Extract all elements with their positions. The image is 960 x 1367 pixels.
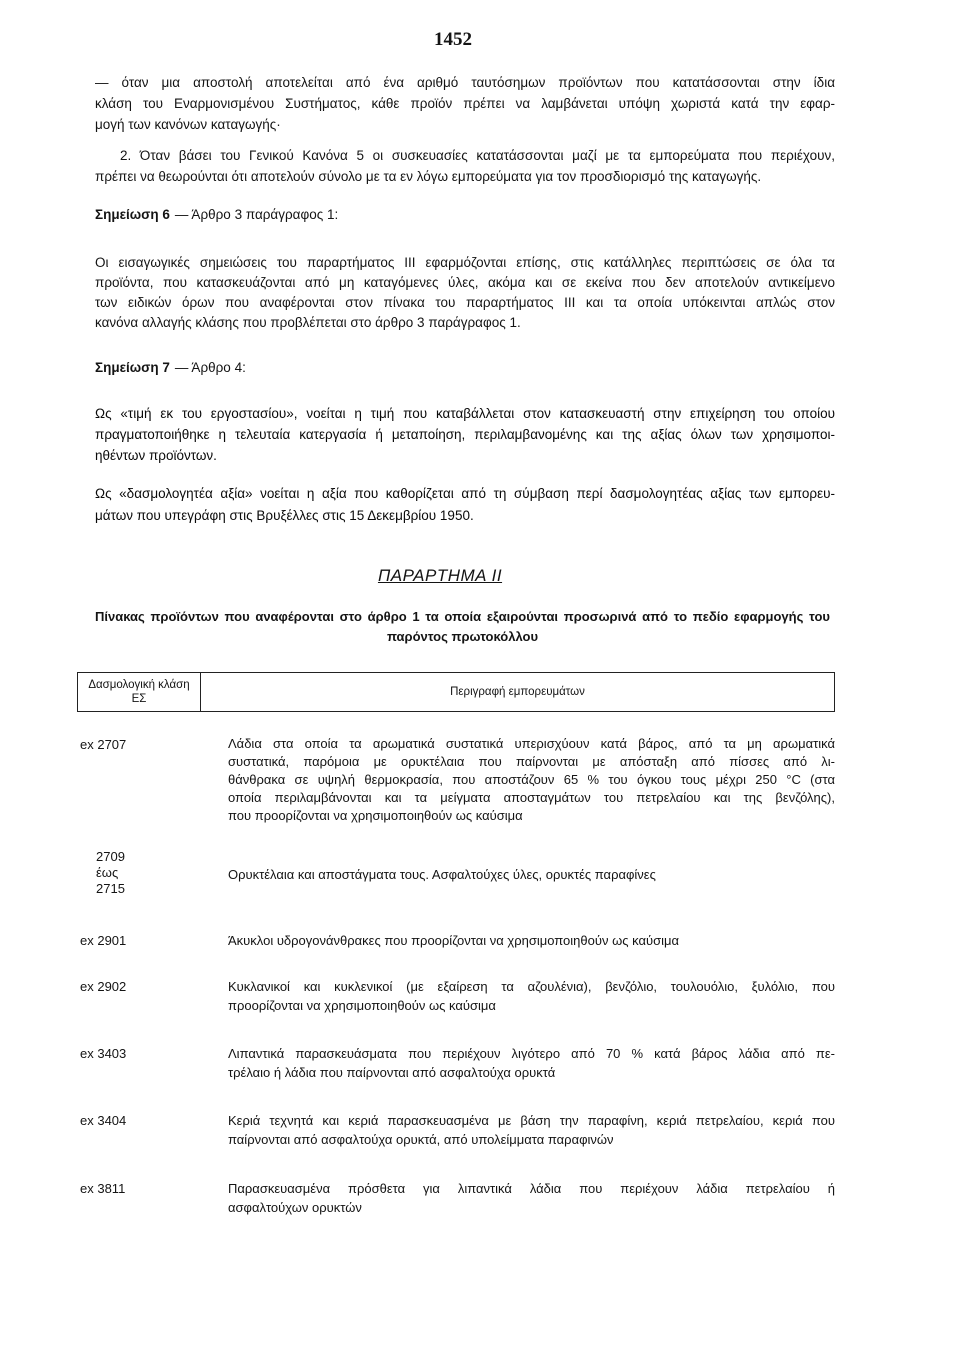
note-6-reference: — Άρθρο 3 παράγραφος 1: — [174, 207, 339, 222]
header-tariff-heading-line: ΕΣ — [131, 693, 147, 705]
note-7-line: μάτων που υπεγράφη στις Βρυξέλλες στις 15 Δεκεμβρίου 1950. — [95, 508, 474, 523]
note-7-line: Ως «τιμή εκ του εργοστασίου», νοείται η τιμή που καταβάλλεται στον κατασκευαστή στην επιχείρηση του οποίου — [95, 406, 835, 421]
ex-works-price-paragraph — [95, 403, 835, 466]
note-6-line: Οι εισαγωγικές σημειώσεις του παραρτήματος III εφαρμόζονται επίσης, στις κατάλληλες περιπτώσεις σε όλα τα — [95, 255, 835, 270]
row-description-line: προορίζονται να χρησιμοποιηθούν ως καύσιμα — [228, 997, 496, 1013]
note-6-line: των ειδικών όρων που αναφέρονται στον πίνακα του παραρτήματος III και τα οποία υπόκεινται απλώς στον — [95, 295, 835, 310]
row-description-line: ασφαλτούχων ορυκτών — [228, 1199, 362, 1215]
note-7-reference: — Άρθρο 4: — [174, 360, 246, 375]
row-description-line: θάνθρακα σε υψηλή θερμοκρασία, που αποστάζουν 65 % του όγκου τους μέχρι 250 °C (στα — [228, 772, 835, 787]
table-title — [95, 607, 830, 647]
row-description-line: Ορυκτέλαια και αποστάγματα τους. Ασφαλτούχες ύλες, ορυκτές παραφίνες — [228, 866, 656, 882]
clause-2-line: 2. Όταν βάσει του Γενικού Κανόνα 5 οι συσκευασίες κατατάσσονται μαζί με τα εμπορεύματα που περιέχουν, — [120, 148, 835, 163]
row-description — [228, 1111, 835, 1149]
row-description-line: Λιπαντικά παρασκευάσματα που περιέχουν λιγότερο από 70 % κατά βάρος λάδια από πε- — [228, 1045, 835, 1061]
note-6-line: κανόνα αλλαγής κλάσης που προβλέπεται στο άρθρο 3 παράγραφος 1. — [95, 315, 521, 330]
note-7-line: πραγματοποιήθηκε η τελευταία κατεργασία ή μεταποίηση, περιλαμβανομένης και της αξίας όλων των χρησιμοποι- — [95, 427, 835, 442]
note-7-heading — [95, 358, 246, 378]
row-code-line: 2709 — [96, 849, 125, 864]
note-6-paragraph — [95, 253, 835, 333]
table-title-line: Πίνακας προϊόντων που αναφέρονται στο άρθρο 1 τα οποία εξαιρούνται προσωρινά από το πεδίο εφαρμογής του — [95, 609, 830, 624]
row-description-line: Παρασκευασμένα πρόσθετα για λιπαντικά λάδια που περιέχουν λάδια πετρελαίου ή — [228, 1180, 835, 1196]
customs-value-paragraph — [95, 483, 835, 527]
row-code-line: ex 3811 — [80, 1180, 126, 1196]
row-description-line: Κυκλανικοί και κυκλενικοί (με εξαίρεση τα αζουλένια), βενζόλιο, τουλουόλιο, ξυλόλιο, που — [228, 978, 835, 994]
row-code — [80, 1111, 200, 1130]
header-description: Περιγραφή εμπορευμάτων — [450, 686, 585, 698]
intro-line: — όταν μια αποστολή αποτελείται από ένα αριθμό ταυτόσημων προϊόντων που κατατάσσονται στην ίδια — [95, 75, 835, 90]
row-description — [228, 865, 835, 884]
row-description-line: Λάδια στα οποία τα αρωματικά συστατικά υπερισχύουν κατά βάρος, από τα μη αρωματικά — [228, 736, 835, 751]
row-description-line: Κεριά τεχνητά και κεριά παρασκευασμένα με βάση την παραφίνη, κεριά πετρελαίου, κεριά που — [228, 1112, 835, 1128]
row-code-line: ex 3403 — [80, 1045, 127, 1061]
row-description-line: τρέλαιο ή λάδια που παίρνονται από ασφαλτούχα ορυκτά — [228, 1064, 556, 1080]
intro-line: μογή των κανόνων καταγωγής· — [95, 117, 281, 132]
row-code — [80, 977, 200, 996]
note-6-label: Σημείωση 6 — [95, 207, 170, 222]
clause-2-paragraph — [95, 145, 835, 187]
note-7-line: Ως «δασμολογητέα αξία» νοείται η αξία που καθορίζεται από τη σύμβαση περί δασμολογητέας αξίας των εμπορευ- — [95, 486, 835, 501]
row-code-line: ex 2707 — [80, 737, 127, 752]
row-code — [80, 1044, 200, 1063]
row-description-line: που προορίζονται να χρησιμοποιηθούν ως καύσιμα — [228, 808, 523, 823]
row-description-line: συστατικά, παρόμοια με ορυκτέλαια που παίρνονται με απόσταξη από πίσσες από λι- — [228, 754, 835, 769]
row-description — [228, 1044, 835, 1082]
row-code — [80, 931, 200, 950]
row-code-line: ex 2902 — [80, 978, 127, 994]
row-description-line: οποία περιλαμβάνονται και τα μείγματα αποσταγμάτων του πετρελαίου και της βενζόλης), — [228, 790, 835, 805]
row-description — [228, 977, 835, 1015]
row-description-line: Άκυκλοι υδρογονάνθρακες που προορίζονται να χρησιμοποιηθούν ως καύσιμα — [228, 932, 680, 948]
row-code-line: ex 3404 — [80, 1112, 127, 1128]
intro-paragraph — [95, 72, 835, 135]
table-header — [77, 672, 835, 712]
row-code — [80, 1179, 200, 1198]
row-description — [228, 1179, 835, 1217]
note-7-label: Σημείωση 7 — [95, 360, 170, 375]
note-6-line: προϊόντα, που κατασκευάζονται από μη καταγόμενες ύλες, ακόμα και σε εκείνα που δεν αποτελούν αντικείμενο — [95, 275, 835, 290]
header-tariff-heading-line: Δασμολογική κλάση — [88, 679, 190, 691]
table-title-line: παρόντος πρωτοκόλλου — [386, 629, 539, 644]
row-code-line: ex 2901 — [80, 932, 127, 948]
header-tariff-heading — [78, 673, 201, 711]
row-code — [80, 735, 200, 754]
clause-2-line: πρέπει να θεωρούνται ότι αποτελούν σύνολο με τα εν λόγω εμπορεύματα για τον προσδιορισμό της καταγωγής. — [95, 169, 762, 184]
row-code-line: 2715 — [96, 881, 125, 896]
row-code — [96, 849, 216, 897]
row-description-line: παίρνονται από ασφαλτούχα ορυκτά, από υπολείμματα παραφινών — [228, 1131, 614, 1147]
row-description — [228, 931, 835, 950]
row-code-line: έως — [96, 865, 119, 880]
row-description — [228, 735, 835, 825]
annex-title: ΠΑΡΑΡΤΗΜΑ II — [377, 566, 503, 585]
note-6-heading — [95, 205, 338, 225]
note-7-line: ηθέντων προϊόντων. — [95, 448, 217, 463]
page-number: 1452 — [434, 29, 472, 50]
intro-line: κλάση του Εναρμονισμένου Συστήματος, κάθε προϊόν πρέπει να λαμβάνεται υπόψη χωριστά κατά την εφαρ- — [95, 96, 835, 111]
